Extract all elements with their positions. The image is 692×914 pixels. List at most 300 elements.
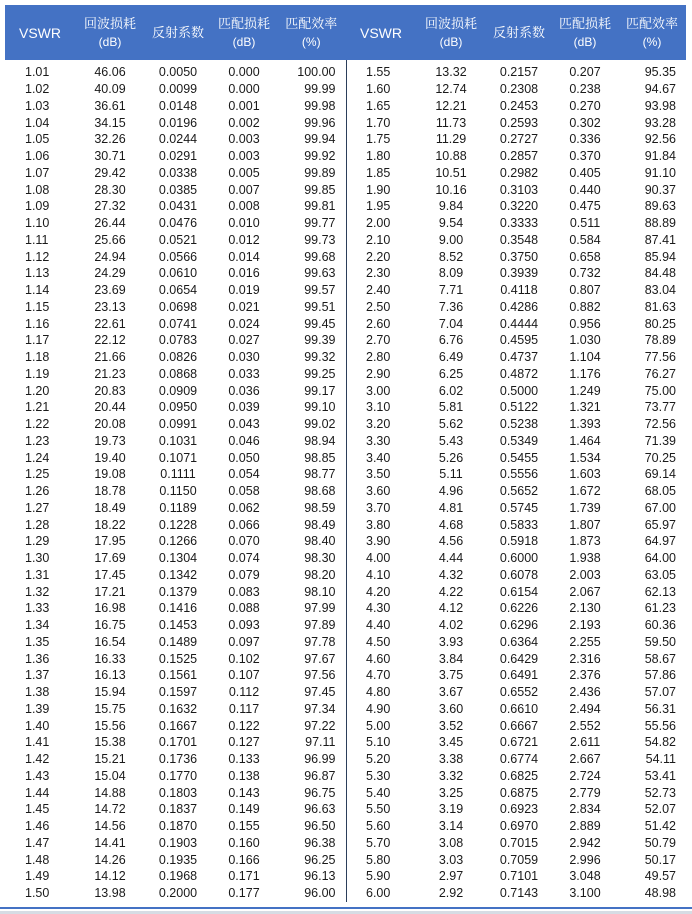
cell-return-loss: 15.21 xyxy=(94,752,126,767)
cell-return-loss: 16.98 xyxy=(94,601,126,616)
cell-return-loss: 2.97 xyxy=(438,869,464,884)
cell-efficiency: 99.92 xyxy=(304,149,336,164)
cell-mismatch-loss: 0.155 xyxy=(228,819,260,834)
cell-mismatch-loss: 1.249 xyxy=(569,383,601,398)
table-row xyxy=(346,181,686,198)
cell-return-loss: 3.52 xyxy=(438,718,464,733)
cell-reflection-coef: 0.1489 xyxy=(158,634,198,649)
cell-mismatch-loss: 0.584 xyxy=(569,232,601,247)
cell-vswr: 1.38 xyxy=(25,685,50,700)
cell-vswr: 1.32 xyxy=(25,584,50,599)
cell-return-loss: 4.22 xyxy=(438,584,464,599)
table-row xyxy=(346,500,686,517)
cell-efficiency: 96.25 xyxy=(304,852,336,867)
cell-reflection-coef: 0.6154 xyxy=(499,584,539,599)
table-row xyxy=(5,466,346,483)
cell-vswr: 1.04 xyxy=(25,115,50,130)
cell-efficiency: 99.02 xyxy=(304,417,336,432)
cell-efficiency: 98.49 xyxy=(304,517,336,532)
cell-return-loss: 6.76 xyxy=(438,333,464,348)
cell-vswr: 1.06 xyxy=(25,149,50,164)
cell-return-loss: 4.12 xyxy=(438,601,464,616)
header-vswr: VSWR xyxy=(5,5,75,60)
cell-return-loss: 3.08 xyxy=(438,835,464,850)
cell-efficiency: 54.11 xyxy=(645,752,676,767)
table-row xyxy=(5,215,346,232)
table-row xyxy=(5,734,346,751)
cell-return-loss: 5.26 xyxy=(438,450,464,465)
cell-efficiency: 56.31 xyxy=(644,701,676,716)
header-efficiency-label: 匹配效率 xyxy=(625,15,678,31)
cell-return-loss: 14.72 xyxy=(94,802,126,817)
cell-return-loss: 3.19 xyxy=(438,802,464,817)
cell-mismatch-loss: 2.436 xyxy=(569,685,601,700)
cell-reflection-coef: 0.6970 xyxy=(499,819,539,834)
cell-efficiency: 70.25 xyxy=(644,450,676,465)
cell-efficiency: 98.20 xyxy=(304,567,336,582)
cell-reflection-coef: 0.0099 xyxy=(158,82,198,97)
cell-vswr: 4.00 xyxy=(366,551,391,566)
cell-mismatch-loss: 1.603 xyxy=(569,467,601,482)
cell-vswr: 1.40 xyxy=(25,718,50,733)
cell-vswr: 1.10 xyxy=(25,216,50,231)
cell-vswr: 4.80 xyxy=(366,685,391,700)
cell-vswr: 1.22 xyxy=(25,417,50,432)
table-row xyxy=(346,583,686,600)
cell-return-loss: 9.54 xyxy=(438,216,464,231)
cell-efficiency: 96.63 xyxy=(304,802,336,817)
cell-mismatch-loss: 0.143 xyxy=(228,785,260,800)
table-row xyxy=(5,818,346,835)
cell-vswr: 1.19 xyxy=(25,366,50,381)
cell-vswr: 3.50 xyxy=(366,467,391,482)
cell-vswr: 1.02 xyxy=(25,82,50,97)
cell-reflection-coef: 0.5652 xyxy=(499,484,539,499)
cell-reflection-coef: 0.1453 xyxy=(158,618,198,633)
table-row xyxy=(5,81,346,98)
cell-reflection-coef: 0.5556 xyxy=(499,467,539,482)
cell-mismatch-loss: 2.494 xyxy=(569,701,601,716)
cell-reflection-coef: 0.6226 xyxy=(499,601,539,616)
cell-return-loss: 17.21 xyxy=(94,584,126,599)
table-row xyxy=(346,60,686,81)
cell-return-loss: 3.67 xyxy=(438,685,464,700)
cell-vswr: 2.90 xyxy=(366,366,391,381)
cell-efficiency: 98.77 xyxy=(304,467,336,482)
cell-mismatch-loss: 0.370 xyxy=(569,149,601,164)
cell-vswr: 1.11 xyxy=(25,232,49,247)
cell-reflection-coef: 0.1342 xyxy=(158,567,198,582)
cell-mismatch-loss: 0.036 xyxy=(228,383,260,398)
cell-reflection-coef: 0.6429 xyxy=(499,651,539,666)
cell-reflection-coef: 0.7143 xyxy=(499,886,539,901)
cell-vswr: 4.30 xyxy=(366,601,391,616)
cell-reflection-coef: 0.1071 xyxy=(158,450,198,465)
header-mismatch-loss xyxy=(552,5,618,60)
cell-efficiency: 58.67 xyxy=(644,651,676,666)
cell-efficiency: 99.96 xyxy=(304,115,336,130)
cell-mismatch-loss: 0.016 xyxy=(228,266,260,281)
cell-reflection-coef: 0.2727 xyxy=(499,132,539,147)
cell-return-loss: 20.08 xyxy=(94,417,126,432)
table-row xyxy=(346,282,686,299)
table-row xyxy=(5,248,346,265)
cell-efficiency: 99.98 xyxy=(304,98,336,113)
cell-reflection-coef: 0.2308 xyxy=(499,82,539,97)
cell-efficiency: 88.89 xyxy=(644,216,676,231)
table-row xyxy=(346,416,686,433)
cell-mismatch-loss: 0.003 xyxy=(228,132,260,147)
cell-vswr: 2.20 xyxy=(366,249,391,264)
cell-vswr: 1.37 xyxy=(25,668,50,683)
table-row xyxy=(346,784,686,801)
cell-reflection-coef: 0.1228 xyxy=(158,517,198,532)
cell-efficiency: 96.75 xyxy=(304,785,336,800)
cell-vswr: 1.21 xyxy=(25,400,50,415)
cell-mismatch-loss: 2.724 xyxy=(569,768,601,783)
cell-mismatch-loss: 0.270 xyxy=(569,98,601,113)
cell-efficiency: 89.63 xyxy=(644,199,676,214)
cell-efficiency: 78.89 xyxy=(644,333,676,348)
cell-efficiency: 71.39 xyxy=(644,433,676,448)
cell-mismatch-loss: 0.014 xyxy=(228,249,260,264)
cell-return-loss: 16.13 xyxy=(94,668,126,683)
cell-vswr: 1.28 xyxy=(25,517,50,532)
cell-return-loss: 3.93 xyxy=(438,634,464,649)
cell-efficiency: 97.56 xyxy=(304,668,336,683)
cell-mismatch-loss: 0.475 xyxy=(569,199,601,214)
cell-reflection-coef: 0.1266 xyxy=(158,534,198,549)
cell-vswr: 6.00 xyxy=(366,886,391,901)
table-row xyxy=(346,399,686,416)
cell-vswr: 1.08 xyxy=(25,182,50,197)
cell-mismatch-loss: 2.376 xyxy=(569,668,601,683)
cell-mismatch-loss: 0.122 xyxy=(228,718,260,733)
table-row xyxy=(346,801,686,818)
cell-vswr: 2.80 xyxy=(366,350,391,365)
cell-return-loss: 5.43 xyxy=(438,433,464,448)
cell-vswr: 3.70 xyxy=(366,500,391,515)
cell-vswr: 1.30 xyxy=(25,551,50,566)
cell-vswr: 2.30 xyxy=(366,266,391,281)
table-row xyxy=(5,768,346,785)
header-reflection-coef-label: 反射系数 xyxy=(492,24,545,40)
cell-efficiency: 61.23 xyxy=(644,601,676,616)
cell-return-loss: 6.49 xyxy=(438,350,464,365)
cell-return-loss: 23.69 xyxy=(94,283,126,298)
cell-mismatch-loss: 0.138 xyxy=(228,768,260,783)
cell-reflection-coef: 0.0476 xyxy=(158,216,198,231)
cell-vswr: 1.65 xyxy=(366,98,391,113)
table-header xyxy=(5,5,346,60)
table-row xyxy=(346,382,686,399)
cell-mismatch-loss: 2.067 xyxy=(569,584,601,599)
cell-mismatch-loss: 0.024 xyxy=(228,316,260,331)
cell-efficiency: 48.98 xyxy=(644,886,676,901)
cell-efficiency: 63.05 xyxy=(644,567,676,582)
cell-mismatch-loss: 0.149 xyxy=(228,802,260,817)
cell-return-loss: 19.73 xyxy=(94,433,126,448)
cell-mismatch-loss: 3.100 xyxy=(569,886,601,901)
cell-mismatch-loss: 2.193 xyxy=(569,618,601,633)
cell-return-loss: 3.45 xyxy=(438,735,464,750)
cell-vswr: 4.10 xyxy=(366,567,391,582)
cell-efficiency: 60.36 xyxy=(644,618,676,633)
header-return-loss-label: 回波损耗 xyxy=(424,15,477,31)
table-row xyxy=(346,617,686,634)
cell-vswr: 1.49 xyxy=(25,869,50,884)
cell-reflection-coef: 0.1031 xyxy=(158,433,198,448)
cell-mismatch-loss: 1.739 xyxy=(569,500,601,515)
table-row xyxy=(5,701,346,718)
cell-mismatch-loss: 0.160 xyxy=(228,835,260,850)
table-row xyxy=(5,684,346,701)
table-row xyxy=(346,332,686,349)
cell-return-loss: 8.09 xyxy=(438,266,464,281)
cell-efficiency: 57.07 xyxy=(644,685,676,700)
cell-efficiency: 98.85 xyxy=(304,450,336,465)
table-row xyxy=(5,483,346,500)
cell-return-loss: 13.98 xyxy=(94,886,126,901)
cell-return-loss: 3.14 xyxy=(438,819,464,834)
cell-return-loss: 10.51 xyxy=(435,165,467,180)
table-row xyxy=(5,98,346,115)
cell-return-loss: 27.32 xyxy=(94,199,126,214)
cell-mismatch-loss: 0.074 xyxy=(228,551,260,566)
header-reflection-coef xyxy=(486,5,552,60)
cell-reflection-coef: 0.6667 xyxy=(499,718,539,733)
cell-reflection-coef: 0.5122 xyxy=(499,400,539,415)
cell-vswr: 1.55 xyxy=(366,65,391,80)
cell-reflection-coef: 0.1701 xyxy=(158,735,198,750)
cell-mismatch-loss: 0.093 xyxy=(228,618,260,633)
table-row xyxy=(5,416,346,433)
cell-vswr: 1.42 xyxy=(25,752,50,767)
cell-vswr: 4.50 xyxy=(366,634,391,649)
table-row xyxy=(346,165,686,182)
cell-reflection-coef: 0.2000 xyxy=(158,886,198,901)
cell-mismatch-loss: 0.079 xyxy=(228,567,260,582)
table-row xyxy=(5,868,346,885)
table-row xyxy=(5,282,346,299)
cell-vswr: 1.18 xyxy=(25,350,50,365)
cell-reflection-coef: 0.5238 xyxy=(499,417,539,432)
cell-vswr: 1.05 xyxy=(25,132,50,147)
cell-vswr: 3.40 xyxy=(366,450,391,465)
cell-reflection-coef: 0.6825 xyxy=(499,768,539,783)
cell-vswr: 1.31 xyxy=(25,567,50,582)
cell-vswr: 1.43 xyxy=(25,768,50,783)
cell-mismatch-loss: 0.112 xyxy=(228,685,260,700)
table-row xyxy=(5,366,346,383)
cell-mismatch-loss: 1.393 xyxy=(569,417,601,432)
cell-reflection-coef: 0.1870 xyxy=(158,819,198,834)
cell-efficiency: 94.67 xyxy=(644,82,676,97)
cell-reflection-coef: 0.4444 xyxy=(499,316,539,331)
table-row xyxy=(346,868,686,885)
cell-return-loss: 21.66 xyxy=(94,350,126,365)
cell-mismatch-loss: 2.130 xyxy=(569,601,601,616)
cell-mismatch-loss: 0.440 xyxy=(569,182,601,197)
cell-reflection-coef: 0.1803 xyxy=(158,785,198,800)
cell-vswr: 1.17 xyxy=(25,333,50,348)
cell-vswr: 3.20 xyxy=(366,417,391,432)
cell-reflection-coef: 0.0050 xyxy=(158,65,198,80)
cell-return-loss: 5.62 xyxy=(438,417,464,432)
cell-vswr: 4.60 xyxy=(366,651,391,666)
table-row xyxy=(346,851,686,868)
cell-vswr: 3.30 xyxy=(366,433,391,448)
cell-efficiency: 80.25 xyxy=(644,316,676,331)
cell-reflection-coef: 0.4595 xyxy=(499,333,539,348)
cell-vswr: 4.40 xyxy=(366,618,391,633)
cell-vswr: 3.90 xyxy=(366,534,391,549)
cell-return-loss: 3.25 xyxy=(438,785,464,800)
cell-efficiency: 97.22 xyxy=(304,718,336,733)
cell-mismatch-loss: 1.030 xyxy=(569,333,601,348)
table-row xyxy=(346,131,686,148)
cell-vswr: 1.45 xyxy=(25,802,50,817)
cell-reflection-coef: 0.0654 xyxy=(158,283,198,298)
cell-reflection-coef: 0.0385 xyxy=(158,182,198,197)
table-row xyxy=(5,181,346,198)
table-row xyxy=(5,148,346,165)
table-row xyxy=(346,634,686,651)
header-efficiency-unit: (%) xyxy=(301,34,321,49)
cell-reflection-coef: 0.4872 xyxy=(499,366,539,381)
cell-efficiency: 73.77 xyxy=(644,400,676,415)
cell-efficiency: 81.63 xyxy=(644,299,676,314)
cell-mismatch-loss: 1.104 xyxy=(569,350,601,365)
cell-reflection-coef: 0.0196 xyxy=(158,115,198,130)
cell-mismatch-loss: 0.050 xyxy=(228,450,260,465)
cell-vswr: 1.34 xyxy=(25,618,50,633)
cell-efficiency: 100.00 xyxy=(297,65,336,80)
cell-return-loss: 3.38 xyxy=(438,752,464,767)
cell-reflection-coef: 0.1561 xyxy=(158,668,198,683)
cell-efficiency: 97.34 xyxy=(304,701,336,716)
cell-efficiency: 99.68 xyxy=(304,249,336,264)
header-mismatch-loss-unit: (dB) xyxy=(232,34,256,49)
table-row xyxy=(346,734,686,751)
cell-mismatch-loss: 2.889 xyxy=(569,819,601,834)
cell-return-loss: 15.56 xyxy=(94,718,126,733)
cell-return-loss: 11.29 xyxy=(435,132,467,147)
table-row xyxy=(346,835,686,852)
cell-vswr: 1.60 xyxy=(366,82,391,97)
cell-reflection-coef: 0.3939 xyxy=(499,266,539,281)
cell-return-loss: 14.26 xyxy=(94,852,126,867)
table-row xyxy=(346,315,686,332)
cell-vswr: 2.10 xyxy=(366,232,391,247)
cell-return-loss: 11.73 xyxy=(435,115,467,130)
cell-vswr: 5.50 xyxy=(366,802,391,817)
table-row xyxy=(5,634,346,651)
header-mismatch-loss xyxy=(211,5,277,60)
cell-return-loss: 26.44 xyxy=(94,216,126,231)
table-row xyxy=(346,81,686,98)
table-row xyxy=(346,349,686,366)
cell-mismatch-loss: 0.058 xyxy=(228,484,260,499)
cell-mismatch-loss: 0.033 xyxy=(228,366,260,381)
cell-return-loss: 29.42 xyxy=(94,165,126,180)
cell-efficiency: 98.94 xyxy=(304,433,336,448)
cell-return-loss: 4.96 xyxy=(438,484,464,499)
cell-return-loss: 20.44 xyxy=(94,400,126,415)
table-row xyxy=(346,768,686,785)
table-row xyxy=(346,667,686,684)
cell-reflection-coef: 0.1770 xyxy=(158,768,198,783)
table-row xyxy=(346,299,686,316)
cell-mismatch-loss: 0.012 xyxy=(228,232,260,247)
cell-reflection-coef: 0.6721 xyxy=(499,735,539,750)
cell-mismatch-loss: 0.008 xyxy=(228,199,260,214)
cell-reflection-coef: 0.1189 xyxy=(159,500,197,515)
table-row xyxy=(5,315,346,332)
table-row xyxy=(5,600,346,617)
cell-efficiency: 98.30 xyxy=(304,551,336,566)
cell-efficiency: 84.48 xyxy=(644,266,676,281)
cell-return-loss: 17.95 xyxy=(94,534,126,549)
cell-reflection-coef: 0.0291 xyxy=(158,149,198,164)
cell-efficiency: 90.37 xyxy=(644,182,676,197)
cell-mismatch-loss: 1.176 xyxy=(569,366,601,381)
header-efficiency-label: 匹配效率 xyxy=(285,15,338,31)
cell-return-loss: 6.02 xyxy=(438,383,464,398)
cell-return-loss: 34.15 xyxy=(94,115,126,130)
cell-vswr: 1.50 xyxy=(25,886,50,901)
cell-reflection-coef: 0.1525 xyxy=(158,651,198,666)
header-mismatch-loss-label: 匹配损耗 xyxy=(558,15,611,31)
cell-return-loss: 22.12 xyxy=(94,333,126,348)
cell-mismatch-loss: 0.021 xyxy=(228,299,260,314)
cell-mismatch-loss: 0.117 xyxy=(228,701,260,716)
cell-reflection-coef: 0.0431 xyxy=(158,199,198,214)
cell-mismatch-loss: 0.066 xyxy=(228,517,260,532)
cell-mismatch-loss: 0.238 xyxy=(569,82,601,97)
cell-efficiency: 64.97 xyxy=(644,534,676,549)
cell-return-loss: 25.66 xyxy=(94,232,126,247)
cell-return-loss: 4.56 xyxy=(438,534,464,549)
cell-vswr: 4.90 xyxy=(366,701,391,716)
cell-return-loss: 5.11 xyxy=(439,467,463,482)
cell-reflection-coef: 0.5455 xyxy=(499,450,539,465)
table-row xyxy=(346,600,686,617)
cell-efficiency: 49.57 xyxy=(644,869,676,884)
cell-efficiency: 51.42 xyxy=(644,819,676,834)
cell-return-loss: 2.92 xyxy=(438,886,464,901)
table-row xyxy=(5,567,346,584)
cell-mismatch-loss: 2.611 xyxy=(569,735,601,750)
table-row xyxy=(5,583,346,600)
cell-vswr: 5.70 xyxy=(366,835,391,850)
cell-mismatch-loss: 0.956 xyxy=(569,316,601,331)
cell-reflection-coef: 0.6610 xyxy=(499,701,539,716)
cell-return-loss: 22.61 xyxy=(94,316,126,331)
cell-mismatch-loss: 0.088 xyxy=(228,601,260,616)
cell-reflection-coef: 0.1935 xyxy=(158,852,198,867)
table-row xyxy=(5,650,346,667)
cell-efficiency: 53.41 xyxy=(644,768,676,783)
cell-efficiency: 96.99 xyxy=(304,752,336,767)
cell-vswr: 1.27 xyxy=(25,500,50,515)
cell-efficiency: 99.85 xyxy=(304,182,336,197)
cell-return-loss: 7.36 xyxy=(438,299,464,314)
cell-return-loss: 17.45 xyxy=(94,567,126,582)
cell-mismatch-loss: 2.255 xyxy=(569,634,601,649)
cell-efficiency: 99.17 xyxy=(304,383,336,398)
table-row xyxy=(5,717,346,734)
